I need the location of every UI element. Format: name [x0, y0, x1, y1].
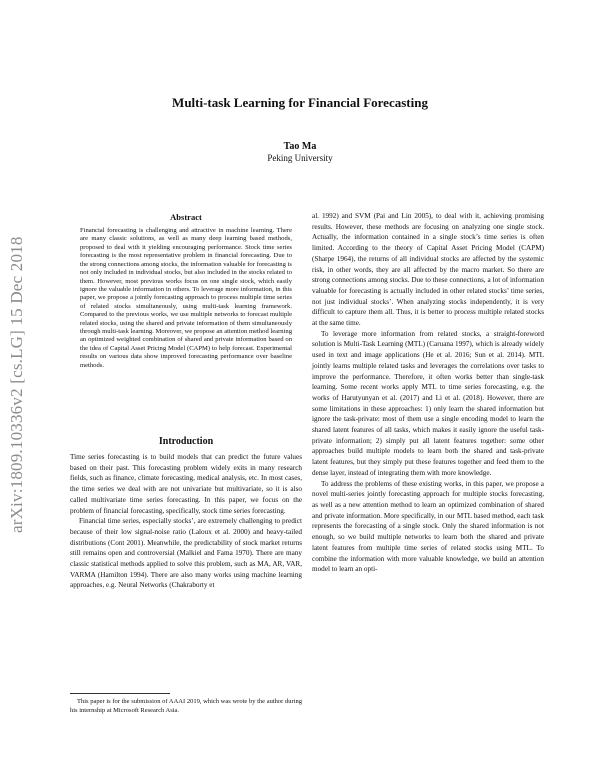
footnote-rule	[70, 693, 170, 694]
paragraph: Time series forecasting is to build models that can predict the future values based on their past. This forecasting problem widely exits in many research fields, such as finance, climate forecasting, medical analysis, etc. In most cases, the time series we deal with are not univariate but multivariate, so it is also called multivariate time series forecasting. In this paper, we focus on the problem of financial forecasting, specifically, stock time series forecasting.	[70, 453, 302, 515]
author-affiliation: Peking University	[267, 153, 333, 163]
author-name: Tao Ma	[283, 141, 317, 152]
paragraph: To leverage more information from related stocks, a straight-foreword solution is Multi-Task Learning (MTL) (Caruana 1997), which is already widely used in text and image applications (He et al. 2016; Sun et al. 2014). MTL jointly learns multiple related tasks and leverages the correlations over tasks to improve the performance. Therefore, it often works better than single-task learning. Some recent works apply MTL to time series forecasting, e.g. the works of Harutyunyan et al. (2017) and Li et al. (2018). However, there are some limitations in these approaches: 1) only learn the shared information but ignore the task-private: most of them use a single encoding model to learn the shared latent features of all tasks, which makes it easily ignore the useful task-private information; 2) simply put all latent features together: some other approaches build multiple models to learn both the shared and task-private latent features, but they simply put these features together and feed them to the dense layer, instead of integrating them with more knowledge.	[312, 329, 544, 477]
arxiv-identifier-stamp: arXiv:1809.10336v2 [cs.LG] 15 Dec 2018	[7, 236, 26, 534]
paper-title: Multi-task Learning for Financial Forecasting	[172, 95, 428, 110]
abstract-heading: Abstract	[170, 212, 202, 222]
paragraph: al. 1992) and SVM (Pai and Lin 2005), to deal with it, achieving promising results. However, these methods are focusing on analyzing one single stock. Actually, the information contained in a single stock’s time series is often limited. According to the theory of Capital Asset Pricing Model (CAPM) (Sharpe 1964), the returns of all individual stocks are affected by the systemic risk, in other words, they are all affected by the macro market. So there are strong connections among stocks. Due to these connections, a lot of information valuable for forecasting is actually included in other related stocks’ time series, not just individual stocks’. When analyzing stocks independently, it is very difficult to capture them all. Thus, it is better to process multiple related stocks at the same time.	[312, 212, 544, 328]
right-column-body	[312, 211, 544, 575]
paragraph: Financial time series, especially stocks’, are extremely challenging to predict because of their low signal-noise ratio (Laloux et al. 2000) and heavy-tailed distributions (Cont 2001). Meanwhile, the predictability of stock market returns still remains open and controversial (Malkiel and Fama 1970). There are many classic statistical methods applied to solve this problem, such as MA, AR, VAR, VARMA (Hamilton 1994). There are also many works using machine learning approaches, e.g. Neural Networks (Chakraborty et	[70, 517, 302, 590]
abstract-text: Financial forecasting is challenging and attractive in machine learning. There are many classic solutions, as well as many deep learning based methods, proposed to deal with it yielding encouraging performance. Stock time series forecasting is the most representative problem in financial forecasting. Due to the strong connections among stocks, the information valuable for forecasting is not only included in individual stocks, but also included in the stocks related to them. However, most previous works focus on one single stock, which easily ignore the valuable information in others. To leverage more information, in this paper, we propose a jointly forecasting approach to process multiple time series of related stocks simultaneously, using multi-task learning framework. Compared to the previous works, we use multiple networks to forecast multiple related stocks, using the shared and private information of them simultaneously through multi-task learning. Moreover, we propose an attention method learning an optimized weighted combination of shared and private information based on the idea of Capital Asset Pricing Model (CAPM) to help forecast. Experimental results on various data show improved forecasting performance over baseline methods.	[80, 227, 292, 369]
introduction-heading: Introduction	[158, 436, 214, 447]
footnote: This paper is for the submission of AAAI 2019, which was wrote by the author during his internship at Microsoft Research Asia.	[70, 698, 302, 714]
paragraph: To address the problems of these existing works, in this paper, we propose a novel multi-series jointly forecasting approach for multiple stocks forecasting, as well as a new attention method to learn an optimized combination of shared and private information. More specifically, in our MTL based method, each task represents the forecasting of a single stock. Only the shared information is not enough, so we build multiple networks to learn both the shared and private latent features from multiple time series of related stocks using MTL. To combine the information with more valuable knowledge, we build an attention model to learn an opti-	[312, 479, 544, 574]
left-column-body	[70, 452, 302, 591]
